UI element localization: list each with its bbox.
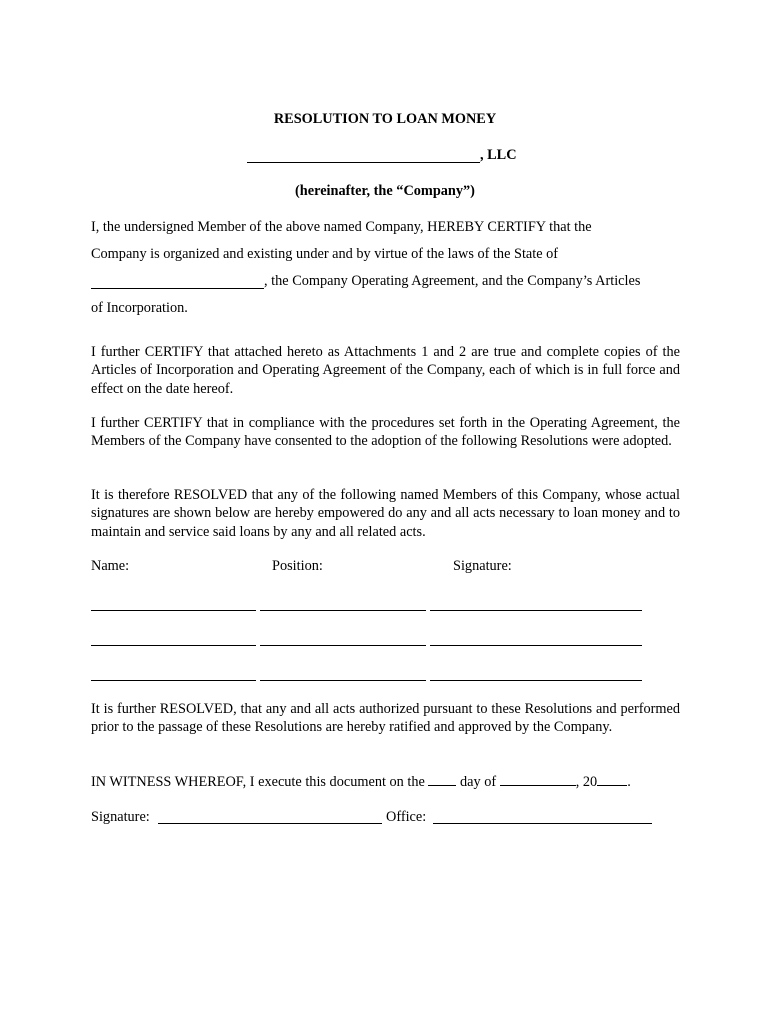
name-column-header: Name: [91, 558, 130, 574]
position-blank[interactable] [260, 680, 426, 681]
footer-office-blank[interactable] [433, 823, 652, 824]
name-blank[interactable] [91, 610, 256, 611]
company-name-blank[interactable] [247, 162, 480, 163]
day-blank[interactable] [428, 773, 456, 786]
paragraph-resolved: It is therefore RESOLVED that any of the following named Members of this Company, whose actual signatures are shown below are hereby empowered do any and all acts necessary to loan money and to maintain and service said loans by any and all related acts. [91, 487, 680, 540]
certify-line-3: , the Company Operating Agreement, and the Company’s Articles [264, 273, 641, 289]
witness-prefix: IN WITNESS WHEREOF, I execute this document on the [91, 774, 425, 790]
paragraph-ratified: It is further RESOLVED, that any and all acts authorized pursuant to these Resolutions and performed prior to the passage of these Resolutions are hereby ratified and approved by the Company. [91, 701, 680, 736]
month-blank[interactable] [500, 773, 576, 786]
witness-period: . [627, 774, 631, 790]
signature-column-header: Signature: [453, 558, 512, 574]
llc-suffix: , LLC [480, 147, 517, 163]
paragraph-attachments: I further CERTIFY that attached hereto as Attachments 1 and 2 are true and complete copies of the Articles of Incorporation and Operating Agreement of the Company, each of which is in full force and effect on the date hereof. [91, 344, 680, 397]
paragraph-compliance: I further CERTIFY that in compliance with the procedures set forth in the Operating Agreement, the Members of the Company have consented to the adoption of the following Resolutions were adopted. [91, 415, 680, 450]
position-blank[interactable] [260, 610, 426, 611]
state-blank[interactable] [91, 288, 264, 289]
name-blank[interactable] [91, 680, 256, 681]
signature-blank[interactable] [430, 680, 642, 681]
hereinafter-label: (hereinafter, the “Company”) [295, 183, 475, 199]
witness-line [91, 773, 631, 791]
signature-blank[interactable] [430, 610, 642, 611]
footer-office-label: Office: [386, 809, 427, 825]
certify-line-1: I, the undersigned Member of the above named Company, HEREBY CERTIFY that the [91, 219, 592, 235]
witness-year-prefix: , 20 [575, 774, 598, 790]
witness-day-of: day of [460, 774, 497, 790]
footer-signature-label: Signature: [91, 809, 150, 825]
name-blank[interactable] [91, 645, 256, 646]
certify-line-4: of Incorporation. [91, 300, 188, 316]
signature-blank[interactable] [430, 645, 642, 646]
year-blank[interactable] [597, 773, 627, 786]
certify-line-2: Company is organized and existing under and by virtue of the laws of the State of [91, 246, 559, 262]
document-title: RESOLUTION TO LOAN MONEY [273, 111, 497, 127]
footer-signature-blank[interactable] [158, 823, 382, 824]
position-blank[interactable] [260, 645, 426, 646]
position-column-header: Position: [272, 558, 323, 574]
